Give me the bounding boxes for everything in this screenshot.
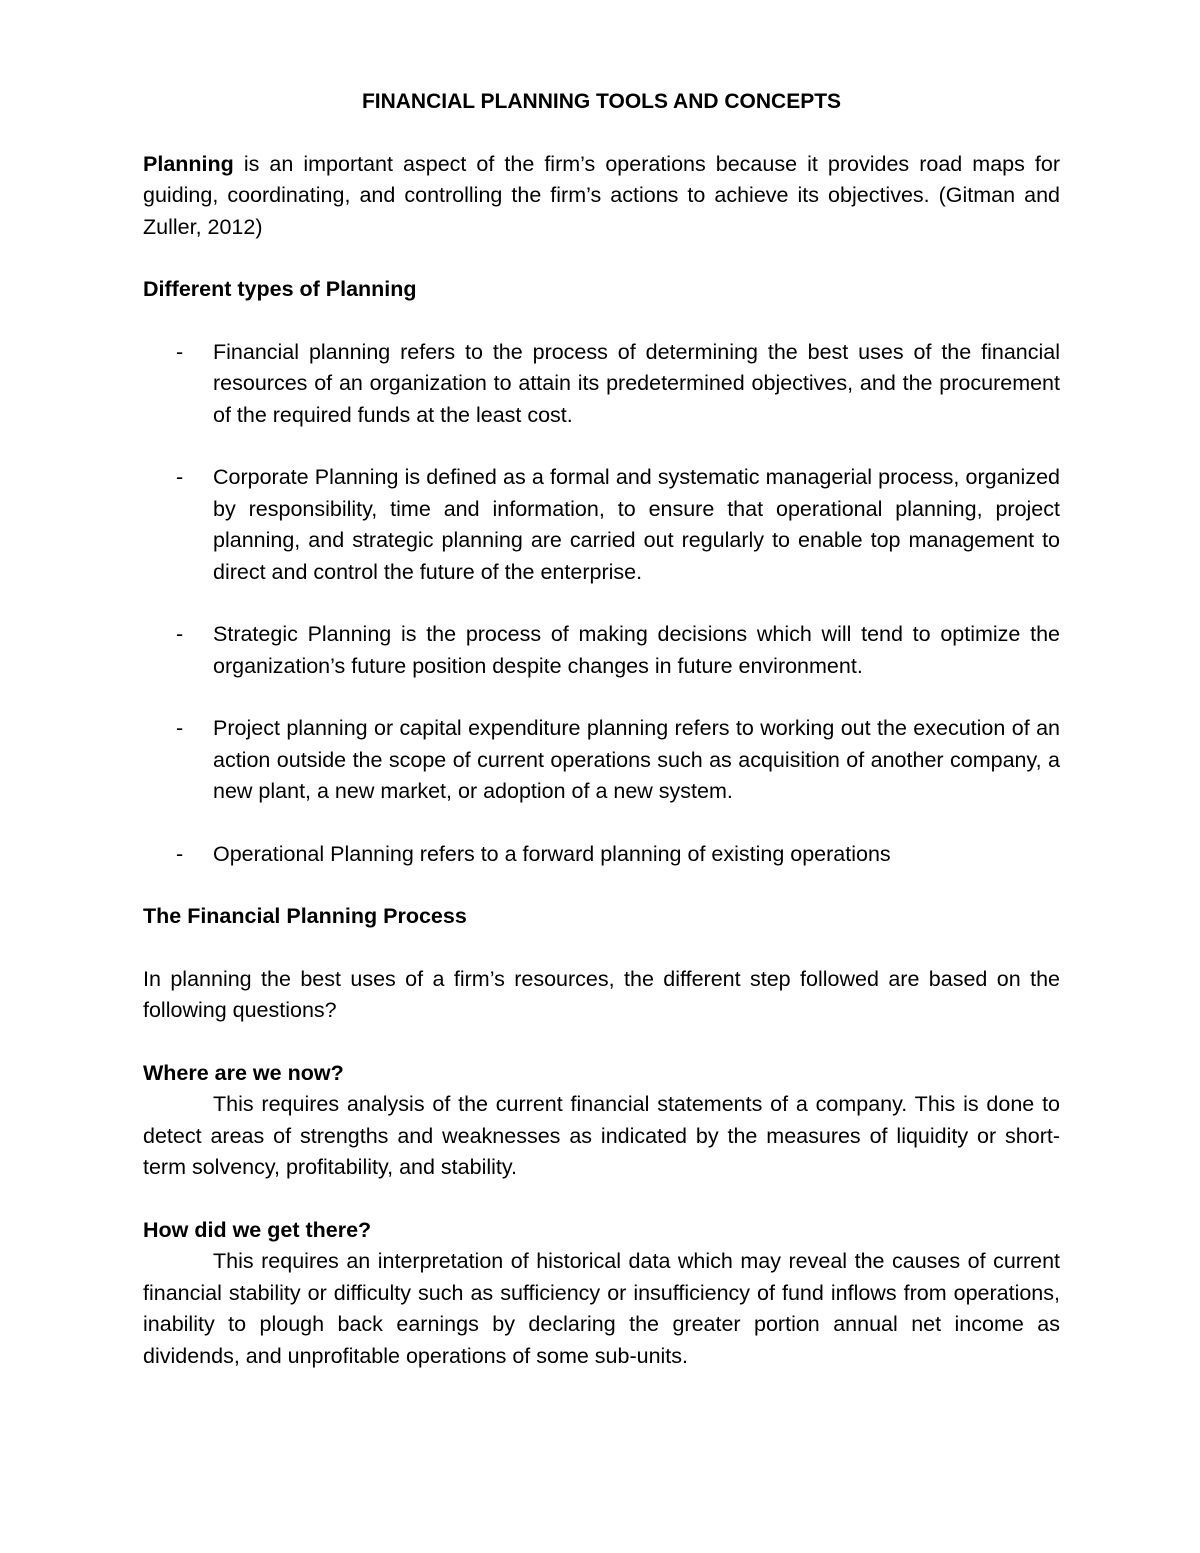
list-item-text: Project planning or capital expenditure planning refers to working out the execution of an action outside the scope of current operations such as acquisition of another company, a new plant, a new market, or adoption of a new system.	[213, 716, 1060, 803]
list-item-text: Strategic Planning is the process of making decisions which will tend to optimize the organization’s future position despite changes in future environment.	[213, 622, 1060, 678]
list-item-text: Corporate Planning is defined as a formal and systematic managerial process, organized by responsibility, time and information, to ensure that operational planning, project planning, and strategic planning are carried out regularly to enable top management to direct and control the future of the enterprise.	[213, 465, 1060, 584]
list-item	[143, 337, 1060, 432]
list-item	[143, 462, 1060, 588]
dash-bullet: -	[176, 841, 184, 866]
answer-paragraph-where: This requires analysis of the current financial statements of a company. This is done to detect areas of strengths and weaknesses as indicated by the measures of liquidity or short-term solvency, profitability, and stability.	[143, 1092, 1060, 1179]
process-intro-paragraph: In planning the best uses of a firm’s resources, the different step followed are based on the following questions?	[143, 966, 1060, 1022]
intro-paragraph	[143, 149, 1060, 244]
types-heading: Different types of Planning	[143, 277, 417, 301]
process-heading: The Financial Planning Process	[143, 904, 467, 928]
list-item-text: Financial planning refers to the process of determining the best uses of the financial resources of an organization to attain its predetermined objectives, and the procurement of the required funds at the least cost.	[213, 339, 1060, 427]
dash-bullet: -	[176, 339, 184, 364]
intro-text: is an important aspect of the firm’s operations because it provides road maps for guiding, coordinating, and controlling the firm’s actions to achieve its objectives. (Gitman and Zuller, 2012)	[143, 151, 1060, 239]
intro-lead-term: Planning	[143, 151, 234, 176]
list-item-text: Operational Planning refers to a forward planning of existing operations	[213, 841, 891, 866]
dash-bullet: -	[176, 465, 184, 489]
list-item	[143, 839, 1060, 871]
answer-paragraph-how: This requires an interpretation of historical data which may reveal the causes of current financial stability or difficulty such as sufficiency or insufficiency of fund inflows from operations, inability to plough back earnings by declaring the greater portion annual net income as dividends, and unprofitable operations of some sub-units.	[143, 1249, 1060, 1368]
list-item	[143, 619, 1060, 682]
dash-bullet: -	[176, 716, 184, 740]
question-heading-how: How did we get there?	[143, 1217, 372, 1242]
question-heading-where: Where are we now?	[143, 1060, 344, 1085]
document-page	[143, 86, 1060, 1403]
planning-types-list	[143, 337, 1060, 871]
document-title: FINANCIAL PLANNING TOOLS AND CONCEPTS	[361, 90, 842, 113]
dash-bullet: -	[176, 622, 184, 646]
list-item	[143, 713, 1060, 808]
